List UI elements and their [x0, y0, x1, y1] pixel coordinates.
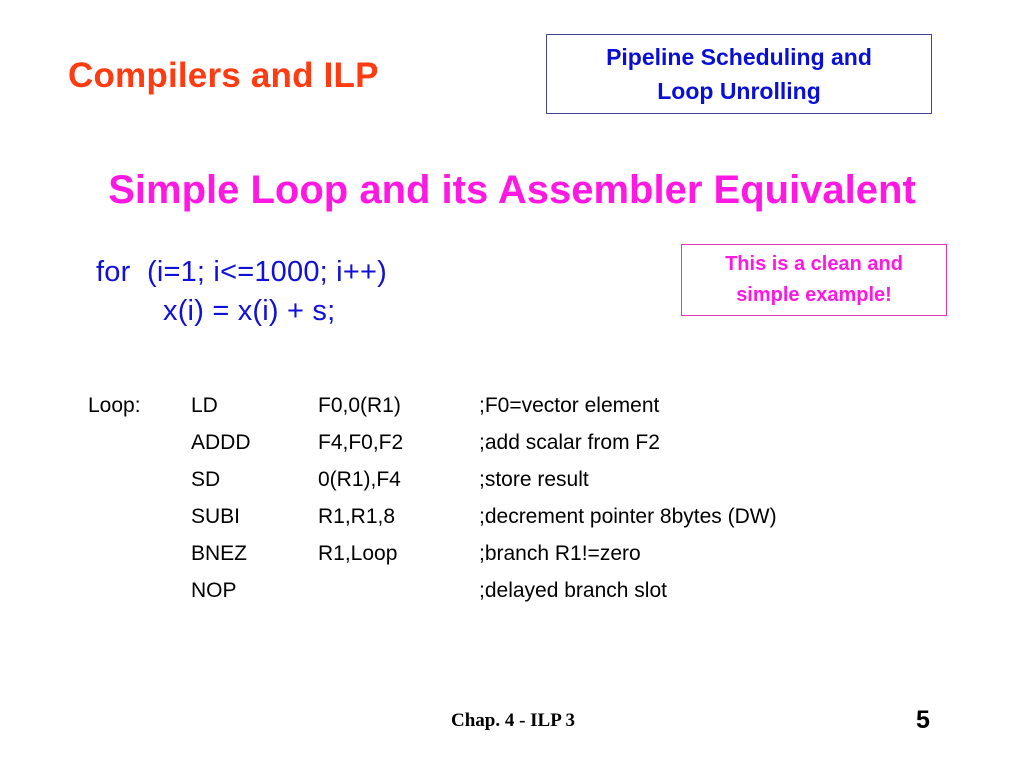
assembly-comment: ;decrement pointer 8bytes (DW) — [479, 505, 777, 528]
assembly-operands: F0,0(R1) — [318, 394, 401, 417]
code-line-for: for (i=1; i<=1000; i++) — [96, 256, 387, 288]
assembly-operands: F4,F0,F2 — [318, 431, 404, 454]
slide-heading-text: Simple Loop and its Assembler Equivalent — [108, 168, 916, 212]
code-line-body: x(i) = x(i) + s; — [163, 295, 336, 327]
assembly-opcode: SD — [191, 468, 221, 491]
assembly-comment: ;delayed branch slot — [479, 579, 667, 602]
slide-section-title: Compilers and ILP — [68, 56, 379, 95]
assembly-label: Loop: — [88, 394, 141, 417]
assembly-opcode: ADDD — [191, 431, 251, 454]
note-box — [681, 244, 947, 316]
assembly-operands: 0(R1),F4 — [318, 468, 401, 491]
topic-box — [546, 34, 932, 114]
topic-line-1: Pipeline Scheduling and — [606, 44, 872, 70]
assembly-opcode: NOP — [191, 579, 237, 602]
topic-line-2: Loop Unrolling — [657, 78, 821, 104]
note-line-1: This is a clean and — [725, 253, 903, 275]
assembly-comment: ;branch R1!=zero — [479, 542, 641, 565]
assembly-comment: ;store result — [479, 468, 589, 491]
page-number: 5 — [916, 706, 930, 734]
assembly-operands: R1,Loop — [318, 542, 398, 565]
note-line-2: simple example! — [736, 284, 892, 306]
assembly-comment: ;add scalar from F2 — [479, 431, 660, 454]
slide-footer — [0, 710, 1024, 732]
assembly-operands: R1,R1,8 — [318, 505, 396, 528]
assembly-opcode: LD — [191, 394, 218, 417]
assembly-comment: ;F0=vector element — [479, 394, 660, 417]
assembly-opcode: BNEZ — [191, 542, 248, 565]
slide-heading — [0, 168, 1024, 213]
footer-chapter-label: Chap. 4 - ILP 3 — [450, 710, 576, 731]
assembly-opcode: SUBI — [191, 505, 241, 528]
